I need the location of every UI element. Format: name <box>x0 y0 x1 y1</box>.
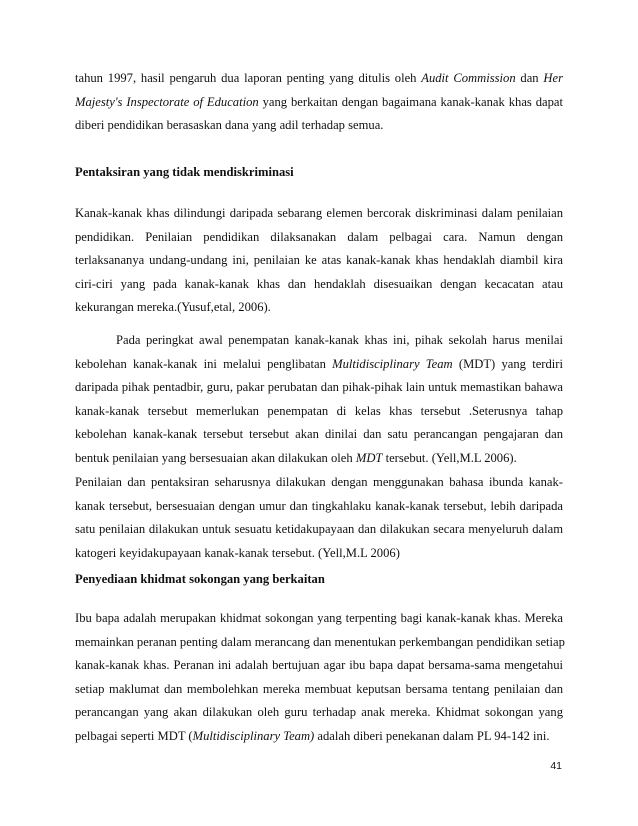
text-line: daripada pihak pentadbir, guru, pakar perubatan dan pihak-pihak lain untuk memastikan bahawa <box>75 380 563 394</box>
text-line: ciri-ciri yang pada kanak-kanak khas dan hendaklah disesuaikan dengan kecacatan atau <box>75 276 563 291</box>
text-line: memainkan peranan penting dalam merancang dan menentukan perkembangan pendidikan setiap <box>75 634 565 649</box>
text-line: tahun 1997, hasil pengaruh dua laporan penting yang ditulis oleh Audit Commission dan Her <box>75 71 563 85</box>
text-line: kebolehan kanak-kanak ini melalui penglibatan Multidisciplinary Team (MDT) yang terdiri <box>75 356 563 371</box>
text-line: kebolehan kanak-kanak tersebut tersebut akan dinilai dan satu perancangan pengajaran dan <box>75 427 563 441</box>
text-line: Kanak-kanak khas dilindungi daripada sebarang elemen bercorak diskriminasi dalam penilaian <box>75 206 563 220</box>
paragraph-khidmat <box>75 607 563 748</box>
text-line: kanak-kanak khas. Peranan ini adalah bertujuan agar ibu bapa dapat bersama-sama mengetahui <box>75 658 563 672</box>
paragraph-penempatan <box>75 329 563 470</box>
paragraph-penilaian <box>75 471 563 565</box>
text-line: satu penilaian dilakukan untuk sesuatu ketidakupayaan dan dilakukan secara menyeluruh dalam <box>75 522 563 536</box>
page-number: 41 <box>550 760 562 772</box>
paragraph-intro <box>75 67 563 138</box>
text-line: pelbagai seperti MDT (Multidisciplinary Team) adalah diberi penekanan dalam PL 94-142 ini. <box>75 728 550 743</box>
text-line: kanak-kanak tersebut memerlukan penempatan di kelas khas tersebut .Seterusnya tahap <box>75 403 563 418</box>
text-line: pendidikan. Penilaian pendidikan dilaksanakan dalam pelbagai cara. Namun dengan <box>75 229 563 244</box>
text-line: perancangan yang akan dilakukan oleh guru terhadap anak mereka. Khidmat sokongan yang <box>75 705 563 719</box>
section-heading-pentaksiran: Pentaksiran yang tidak mendiskriminasi <box>75 165 294 179</box>
text-line: setiap maklumat dan membolehkan mereka membuat keputsan bersama tentang penilaian dan <box>75 681 563 696</box>
text-line: Ibu bapa adalah merupakan khidmat sokongan yang terpenting bagi kanak-kanak khas. Mereka <box>75 611 563 625</box>
section-heading-penyediaan: Penyediaan khidmat sokongan yang berkaitan <box>75 572 325 586</box>
text-line: Penilaian dan pentaksiran seharusnya dilakukan dengan menggunakan bahasa ibunda kanak- <box>75 475 563 489</box>
text-line: kanak tersebut, bersesuaian dengan umur dan tingkahlaku kanak-kanak tersebut, lebih daripada <box>75 498 563 513</box>
text-line: kekurangan mereka.(Yusuf,etal, 2006). <box>75 300 271 314</box>
text-line: katogeri keyidakupayaan kanak-kanak tersebut. (Yell,M.L 2006) <box>75 545 400 560</box>
text-line: Pada peringkat awal penempatan kanak-kanak khas ini, pihak sekolah harus menilai <box>116 333 563 347</box>
text-line: bentuk penilaian yang bersesuaian akan dilakukan oleh MDT tersebut. (Yell,M.L 2006). <box>75 450 517 465</box>
text-line: terlaksananya undang-undang ini, penilaian ke atas kanak-kanak khas hendaklah diambil kira <box>75 253 563 267</box>
text-line: Majesty's Inspectorate of Education yang berkaitan dengan bagaimana kanak-kanak khas dapat <box>75 94 563 109</box>
text-line: diberi pendidikan berasaskan dana yang adil terhadap semua. <box>75 118 384 132</box>
paragraph-pentaksiran <box>75 202 563 320</box>
